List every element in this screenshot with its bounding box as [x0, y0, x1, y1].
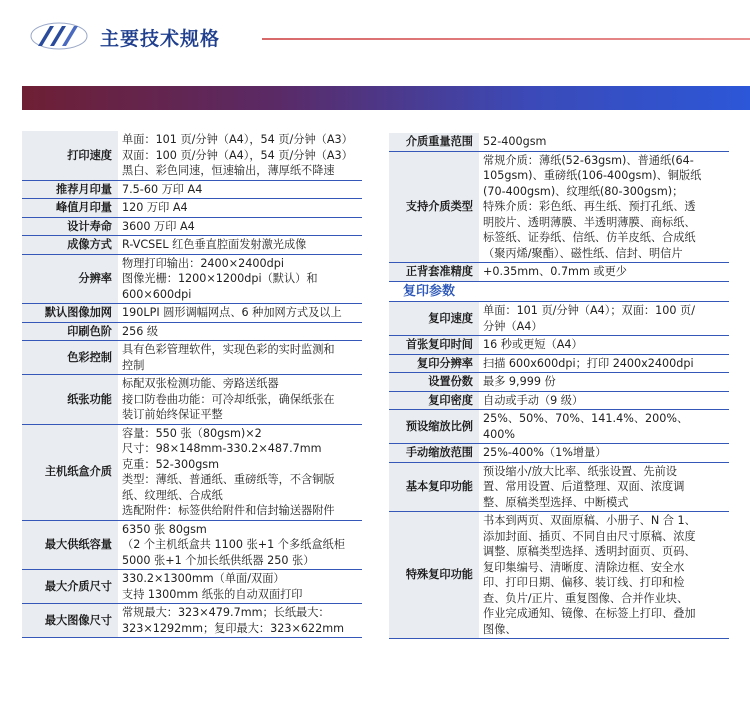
spec-value-line: 特殊介质：彩色纸、再生纸、预打孔纸、透 — [483, 200, 696, 213]
spec-row — [389, 444, 729, 463]
spec-value-line: （2 个主机纸盒共 1100 张+1 个多纸盒纸柜 — [122, 538, 345, 551]
spec-value-line: 25%、50%、70%、141.4%、200%、 — [483, 412, 689, 425]
spec-value — [118, 217, 362, 236]
spec-value-line: 具有色彩管理软件，实现色彩的实时监测和 — [122, 343, 335, 356]
spec-value-line: 查、负片/正片、重复图像、合并作业块、 — [483, 591, 689, 605]
spec-value — [479, 151, 729, 263]
spec-value-line: 190LPI 圆形调幅网点、6 种加网方式及以上 — [122, 306, 342, 319]
spec-value-line: 整、原稿类型选择、中断模式 — [483, 495, 629, 509]
spec-value-line: 单面：101 页/分钟（A4）；双面：100 页/ — [483, 304, 695, 317]
spec-value-line: 复印集编号、清晰度、清除边框、安全水 — [483, 560, 685, 574]
spec-row — [389, 512, 729, 639]
spec-label: 预设缩放比例 — [389, 410, 479, 444]
spec-label: 分辨率 — [22, 254, 118, 304]
spec-label: 支持介质类型 — [389, 151, 479, 263]
spec-label: 成像方式 — [22, 236, 118, 255]
spec-value-line: 装订前始终保证平整 — [122, 408, 223, 421]
spec-value-line: 常规最大：323×479.7mm；长纸最大： — [122, 606, 330, 619]
spec-value — [479, 336, 729, 355]
spec-value-line: 自动或手动（9 级） — [483, 393, 584, 407]
spec-value-line: 双面：100 页/分钟（A4），54 页/分钟（A3） — [122, 148, 353, 162]
spec-value — [118, 180, 362, 199]
spec-row — [22, 131, 362, 180]
page-header — [0, 0, 750, 80]
spec-value-line: 纸、纹理纸、合成纸 — [122, 488, 223, 502]
spec-value-line: 克重：52-300gsm — [122, 457, 220, 471]
spec-value-line: 400% — [483, 427, 515, 441]
spec-value-line: +0.35mm、0.7mm 或更少 — [483, 265, 627, 278]
spec-row — [22, 424, 362, 520]
spec-value — [118, 341, 362, 375]
spec-row — [22, 375, 362, 425]
spec-label: 主机纸盒介质 — [22, 424, 118, 520]
spec-value-line: 330.2×1300mm（单面/双面） — [122, 572, 285, 585]
spec-value — [118, 520, 362, 570]
spec-value — [118, 322, 362, 341]
spec-value-line: 调整、原稿类型选择、透明封面页、页码、 — [483, 545, 696, 558]
spec-value — [479, 354, 729, 373]
spec-value-line: 7.5-60 万印 A4 — [122, 182, 203, 196]
spec-value-line: 预设缩小/放大比率、纸张设置、先前设 — [483, 464, 677, 478]
spec-value-line: 图像、 — [483, 622, 517, 636]
spec-value — [118, 424, 362, 520]
spec-label: 纸张功能 — [22, 375, 118, 425]
spec-value-line: 添加封面、插页、不同自由尺寸原稿、浓度 — [483, 529, 696, 543]
spec-value-line: 标签纸、证券纸、信纸、仿羊皮纸、合成纸 — [483, 231, 696, 244]
spec-value-line: 120 万印 A4 — [122, 201, 188, 214]
spec-label: 手动缩放范围 — [389, 444, 479, 463]
spec-label: 复印速度 — [389, 302, 479, 336]
spec-value-line: 标配双张检测功能、旁路送纸器 — [122, 377, 279, 390]
spec-value-line: 图像光栅：1200×1200dpi（默认）和 — [122, 272, 318, 285]
spec-label: 色彩控制 — [22, 341, 118, 375]
spec-value — [479, 444, 729, 463]
spec-label: 正背套准精度 — [389, 263, 479, 282]
spec-value-line: 类型：薄纸、普通纸、重磅纸等，不含铜版 — [122, 473, 335, 486]
spec-row — [389, 410, 729, 444]
spec-label: 默认图像加网 — [22, 304, 118, 323]
spec-value — [479, 391, 729, 410]
spec-label: 最大供纸容量 — [22, 520, 118, 570]
spec-label: 介质重量范围 — [389, 133, 479, 151]
spec-value — [479, 263, 729, 282]
spec-value-line: 黑白、彩色同速，恒速输出，薄厚纸不降速 — [122, 164, 335, 177]
spec-row — [22, 199, 362, 218]
spec-row — [22, 180, 362, 199]
spec-value-line: （聚丙烯/聚酯）、磁性纸、信封、明信片 — [483, 246, 683, 260]
spec-row — [389, 302, 729, 336]
spec-value-line: 书本到两页、双面原稿、小册子、N 合 1、 — [483, 514, 696, 527]
spec-value-line: R-VCSEL 红色垂直腔面发射激光成像 — [122, 238, 307, 251]
spec-row — [22, 520, 362, 570]
spec-value — [479, 302, 729, 336]
spec-row — [389, 462, 729, 512]
spec-value-line: 扫描 600x600dpi；打印 2400x2400dpi — [483, 356, 694, 370]
spec-value-line: 控制 — [122, 358, 145, 372]
spec-value-line: 尺寸：98×148mm-330.2×487.7mm — [122, 442, 322, 455]
spec-row — [389, 373, 729, 392]
spec-value-line: 52-400gsm — [483, 135, 547, 148]
spec-value — [479, 133, 729, 151]
spec-value-line: 物理打印输出：2400×2400dpi — [122, 256, 284, 270]
spec-value-line: 25%-400%（1%增量） — [483, 446, 607, 459]
spec-value-line: 接口防卷曲功能：可冷却纸张，确保纸张在 — [122, 392, 335, 406]
spec-value-line: 256 级 — [122, 324, 159, 338]
spec-value-line: 印、打印日期、偏移、装订线、打印和检 — [483, 576, 685, 589]
spec-label: 最大图像尺寸 — [22, 604, 118, 638]
spec-value-line: 分钟（A4） — [483, 319, 543, 333]
spec-value-line: 单面：101 页/分钟（A4），54 页/分钟（A3） — [122, 133, 353, 146]
spec-row — [389, 391, 729, 410]
stylized-slash-logo-icon — [30, 22, 88, 50]
spec-value — [118, 131, 362, 180]
spec-value-line: 常规介质：薄纸(52-63gsm)、普通纸(64- — [483, 153, 694, 167]
spec-label: 推荐月印量 — [22, 180, 118, 199]
spec-value-line: 容量：550 张（80gsm)×2 — [122, 426, 262, 440]
spec-value — [479, 512, 729, 639]
spec-row — [22, 304, 362, 323]
spec-label: 设计寿命 — [22, 217, 118, 236]
right-spec-table — [389, 133, 729, 639]
spec-value-line: 600×600dpi — [122, 287, 192, 301]
spec-label: 最大介质尺寸 — [22, 570, 118, 604]
spec-value-line: 支持 1300mm 纸张的自动双面打印 — [122, 587, 303, 601]
spec-value — [118, 570, 362, 604]
copy-section-header — [389, 281, 729, 302]
spec-row — [389, 336, 729, 355]
spec-label: 首张复印时间 — [389, 336, 479, 355]
spec-label: 基本复印功能 — [389, 462, 479, 512]
spec-label: 复印密度 — [389, 391, 479, 410]
spec-value-line: 作业完成通知、镜像、在标签上打印、叠加 — [483, 607, 696, 620]
header-divider — [262, 38, 750, 40]
spec-value-line: 明胶片、透明薄膜、半透明薄膜、商标纸、 — [483, 215, 696, 229]
spec-value-line: 3600 万印 A4 — [122, 219, 195, 233]
spec-value-line: 5000 张+1 个加长纸供纸器 250 张） — [122, 553, 315, 567]
spec-row — [22, 570, 362, 604]
spec-value — [479, 373, 729, 392]
spec-row — [22, 254, 362, 304]
spec-value-line: 6350 张 80gsm — [122, 522, 207, 536]
spec-value-line: 323×1292mm；复印最大：323×622mm — [122, 621, 344, 635]
spec-value-line: 105gsm)、重磅纸(106-400gsm)、铜版纸 — [483, 169, 702, 182]
spec-row — [389, 133, 729, 151]
spec-value — [479, 462, 729, 512]
spec-label: 特殊复印功能 — [389, 512, 479, 639]
spec-row — [22, 604, 362, 638]
spec-value — [118, 304, 362, 323]
spec-value-line: 16 秒或更短（A4） — [483, 338, 583, 351]
spec-row — [22, 341, 362, 375]
spec-label: 印刷色阶 — [22, 322, 118, 341]
spec-label: 设置份数 — [389, 373, 479, 392]
copy-section-title: 复印参数 — [389, 281, 729, 302]
spec-row — [389, 354, 729, 373]
spec-value-line: (70-400gsm)、纹理纸(80-300gsm)； — [483, 184, 684, 198]
spec-value — [118, 236, 362, 255]
spec-label: 复印分辨率 — [389, 354, 479, 373]
spec-label: 峰值月印量 — [22, 199, 118, 218]
gradient-banner — [22, 86, 750, 110]
spec-value-line: 选配附件：标签供给附件和信封输送器附件 — [122, 504, 335, 517]
spec-value — [118, 375, 362, 425]
spec-row — [389, 263, 729, 282]
spec-row — [22, 322, 362, 341]
spec-value — [118, 604, 362, 638]
page-title: 主要技术规格 — [100, 28, 221, 50]
spec-row — [389, 151, 729, 263]
spec-row — [22, 236, 362, 255]
spec-value — [118, 199, 362, 218]
spec-value-line: 最多 9,999 份 — [483, 375, 556, 388]
spec-value — [479, 410, 729, 444]
spec-value — [118, 254, 362, 304]
left-spec-table — [22, 131, 362, 638]
spec-row — [22, 217, 362, 236]
spec-label: 打印速度 — [22, 131, 118, 180]
spec-value-line: 置、常用设置、后道整理、双面、浓度调 — [483, 480, 685, 493]
